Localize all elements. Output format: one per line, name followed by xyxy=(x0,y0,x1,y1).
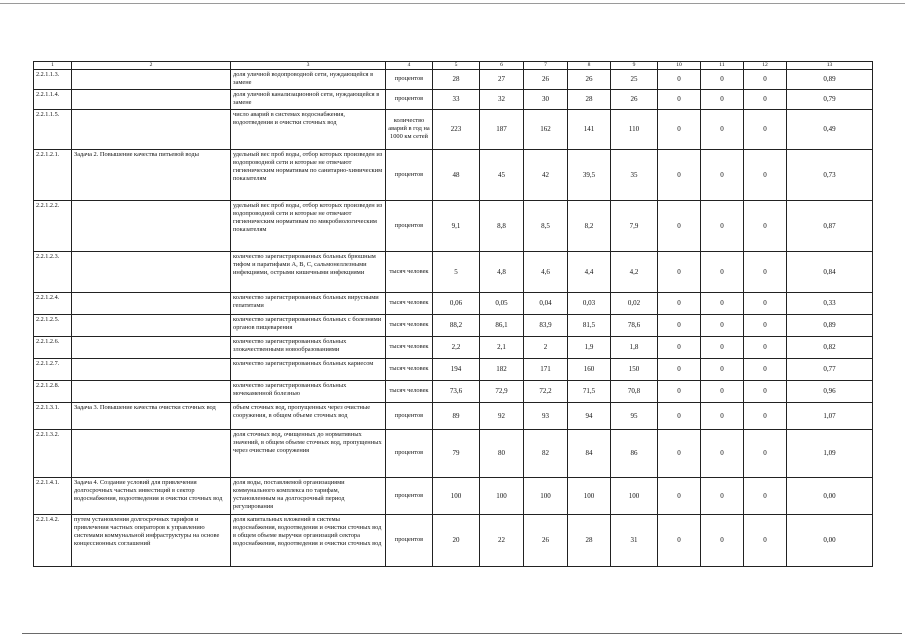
value-cell: 0 xyxy=(658,69,701,89)
value-cell: 30 xyxy=(524,89,568,109)
value-cell: 223 xyxy=(433,109,480,149)
indicator-name: количество зарегистрированных больных брюшным тифом и паратифами А, В, С, сальмонеллезными инфекциями, острыми кишечными инфекциями xyxy=(231,251,386,292)
value-cell: 89 xyxy=(433,402,480,429)
unit-cell: тысяч человек xyxy=(386,251,433,292)
unit-cell: тысяч человек xyxy=(386,336,433,358)
value-cell: 25 xyxy=(611,69,658,89)
value-cell: 39,5 xyxy=(568,149,611,200)
task-cell: Задача 4. Создание условий для привлечения долгосрочных частных инвестиций в сектор водоснабжения, водоотведения и очистки сточных вод xyxy=(72,477,231,514)
value-cell: 0 xyxy=(658,429,701,477)
value-cell: 4,6 xyxy=(524,251,568,292)
value-cell: 100 xyxy=(611,477,658,514)
value-cell: 27 xyxy=(480,69,524,89)
value-cell: 0 xyxy=(701,429,744,477)
value-cell: 0,00 xyxy=(787,477,873,514)
indicator-name: количество зарегистрированных больных вирусными гепатитами xyxy=(231,292,386,314)
table-row xyxy=(34,336,873,358)
value-cell: 0,49 xyxy=(787,109,873,149)
value-cell: 0 xyxy=(658,380,701,402)
value-cell: 1,09 xyxy=(787,429,873,477)
value-cell: 92 xyxy=(480,402,524,429)
value-cell: 0 xyxy=(701,477,744,514)
value-cell: 93 xyxy=(524,402,568,429)
task-cell xyxy=(72,69,231,89)
indicator-code: 2.2.1.2.7. xyxy=(34,358,72,380)
value-cell: 70,8 xyxy=(611,380,658,402)
value-cell: 0 xyxy=(744,514,787,566)
indicator-code: 2.2.1.3.1. xyxy=(34,402,72,429)
unit-cell: процентов xyxy=(386,200,433,251)
value-cell: 94 xyxy=(568,402,611,429)
value-cell: 0,33 xyxy=(787,292,873,314)
value-cell: 1,9 xyxy=(568,336,611,358)
scan-edge-bottom xyxy=(22,633,902,634)
task-cell xyxy=(72,358,231,380)
table-row xyxy=(34,380,873,402)
value-cell: 0,05 xyxy=(480,292,524,314)
indicator-code: 2.2.1.3.2. xyxy=(34,429,72,477)
value-cell: 28 xyxy=(568,514,611,566)
column-number-cell: 12 xyxy=(744,62,787,70)
value-cell: 0 xyxy=(701,109,744,149)
value-cell: 150 xyxy=(611,358,658,380)
value-cell: 160 xyxy=(568,358,611,380)
value-cell: 0 xyxy=(744,149,787,200)
value-cell: 0 xyxy=(744,292,787,314)
column-number-cell: 5 xyxy=(433,62,480,70)
indicator-code: 2.2.1.1.4. xyxy=(34,89,72,109)
indicator-code: 2.2.1.2.2. xyxy=(34,200,72,251)
value-cell: 0 xyxy=(744,109,787,149)
unit-cell: процентов xyxy=(386,429,433,477)
value-cell: 26 xyxy=(524,69,568,89)
value-cell: 95 xyxy=(611,402,658,429)
value-cell: 42 xyxy=(524,149,568,200)
value-cell: 88,2 xyxy=(433,314,480,336)
table-row xyxy=(34,251,873,292)
task-cell: путем установления долгосрочных тарифов и привлечения частных операторов к управлению системами коммунальной инфраструктуры на основе концессионных соглашений xyxy=(72,514,231,566)
column-number-cell: 13 xyxy=(787,62,873,70)
unit-cell: тысяч человек xyxy=(386,358,433,380)
task-cell xyxy=(72,200,231,251)
column-number-cell: 11 xyxy=(701,62,744,70)
table-row xyxy=(34,200,873,251)
value-cell: 28 xyxy=(433,69,480,89)
value-cell: 0 xyxy=(701,402,744,429)
unit-cell: процентов xyxy=(386,402,433,429)
value-cell: 162 xyxy=(524,109,568,149)
value-cell: 0,89 xyxy=(787,314,873,336)
indicators-table xyxy=(33,61,873,567)
value-cell: 0 xyxy=(744,314,787,336)
value-cell: 83,9 xyxy=(524,314,568,336)
indicator-code: 2.2.1.2.5. xyxy=(34,314,72,336)
value-cell: 8,8 xyxy=(480,200,524,251)
task-cell: Задача 3. Повышение качества очистки сточных вод xyxy=(72,402,231,429)
value-cell: 0,79 xyxy=(787,89,873,109)
value-cell: 7,9 xyxy=(611,200,658,251)
value-cell: 0 xyxy=(658,292,701,314)
indicator-name: количество зарегистрированных больных с болезнями органов пищеварения xyxy=(231,314,386,336)
value-cell: 8,5 xyxy=(524,200,568,251)
value-cell: 45 xyxy=(480,149,524,200)
column-number-cell: 4 xyxy=(386,62,433,70)
value-cell: 0,82 xyxy=(787,336,873,358)
value-cell: 110 xyxy=(611,109,658,149)
value-cell: 0 xyxy=(701,200,744,251)
column-number-header xyxy=(34,62,873,70)
value-cell: 4,8 xyxy=(480,251,524,292)
value-cell: 1,07 xyxy=(787,402,873,429)
indicator-code: 2.2.1.1.3. xyxy=(34,69,72,89)
value-cell: 0 xyxy=(701,380,744,402)
value-cell: 0 xyxy=(744,380,787,402)
task-cell xyxy=(72,429,231,477)
task-cell xyxy=(72,251,231,292)
value-cell: 80 xyxy=(480,429,524,477)
indicator-name: удельный вес проб воды, отбор которых произведен из водопроводной сети и которые не отвечают гигиеническим нормативам по микробиологическим показателям xyxy=(231,200,386,251)
value-cell: 26 xyxy=(524,514,568,566)
table-row xyxy=(34,69,873,89)
value-cell: 0 xyxy=(658,251,701,292)
unit-cell: процентов xyxy=(386,89,433,109)
column-number-cell: 3 xyxy=(231,62,386,70)
value-cell: 0,02 xyxy=(611,292,658,314)
indicator-code: 2.2.1.2.6. xyxy=(34,336,72,358)
task-cell xyxy=(72,380,231,402)
value-cell: 0 xyxy=(658,89,701,109)
value-cell: 31 xyxy=(611,514,658,566)
value-cell: 100 xyxy=(480,477,524,514)
value-cell: 79 xyxy=(433,429,480,477)
value-cell: 28 xyxy=(568,89,611,109)
unit-cell: тысяч человек xyxy=(386,292,433,314)
column-number-cell: 2 xyxy=(72,62,231,70)
value-cell: 0 xyxy=(744,251,787,292)
indicator-name: доля уличной канализационной сети, нуждающейся в замене xyxy=(231,89,386,109)
value-cell: 0 xyxy=(744,200,787,251)
task-cell xyxy=(72,89,231,109)
value-cell: 2,1 xyxy=(480,336,524,358)
column-number-cell: 9 xyxy=(611,62,658,70)
value-cell: 20 xyxy=(433,514,480,566)
indicator-name: доля уличной водопроводной сети, нуждающейся в замене xyxy=(231,69,386,89)
value-cell: 0,87 xyxy=(787,200,873,251)
table-row xyxy=(34,402,873,429)
value-cell: 35 xyxy=(611,149,658,200)
value-cell: 86,1 xyxy=(480,314,524,336)
value-cell: 0 xyxy=(701,69,744,89)
value-cell: 0 xyxy=(658,200,701,251)
column-number-cell: 10 xyxy=(658,62,701,70)
value-cell: 26 xyxy=(611,89,658,109)
column-number-cell: 7 xyxy=(524,62,568,70)
task-cell: Задача 2. Повышение качества питьевой воды xyxy=(72,149,231,200)
value-cell: 72,9 xyxy=(480,380,524,402)
value-cell: 81,5 xyxy=(568,314,611,336)
value-cell: 187 xyxy=(480,109,524,149)
value-cell: 0,73 xyxy=(787,149,873,200)
value-cell: 2 xyxy=(524,336,568,358)
task-cell xyxy=(72,292,231,314)
task-cell xyxy=(72,109,231,149)
table-row xyxy=(34,477,873,514)
value-cell: 26 xyxy=(568,69,611,89)
indicator-name: число аварий в системах водоснабжения, водоотведения и очистки сточных вод xyxy=(231,109,386,149)
value-cell: 0 xyxy=(744,358,787,380)
value-cell: 0 xyxy=(701,89,744,109)
value-cell: 194 xyxy=(433,358,480,380)
value-cell: 33 xyxy=(433,89,480,109)
value-cell: 0,06 xyxy=(433,292,480,314)
value-cell: 0 xyxy=(658,514,701,566)
value-cell: 0 xyxy=(701,336,744,358)
value-cell: 0 xyxy=(744,89,787,109)
unit-cell: количество аварий в год на 1000 км сетей xyxy=(386,109,433,149)
table-row xyxy=(34,429,873,477)
value-cell: 0,96 xyxy=(787,380,873,402)
indicator-name: удельный вес проб воды, отбор которых произведен из водопроводной сети и которые не отвечают гигиеническим нормативам по санитарно-химическим показателям xyxy=(231,149,386,200)
table-row xyxy=(34,89,873,109)
value-cell: 48 xyxy=(433,149,480,200)
value-cell: 0 xyxy=(658,149,701,200)
unit-cell: тысяч человек xyxy=(386,314,433,336)
table-row xyxy=(34,109,873,149)
value-cell: 0 xyxy=(744,429,787,477)
value-cell: 72,2 xyxy=(524,380,568,402)
value-cell: 0,00 xyxy=(787,514,873,566)
value-cell: 0,84 xyxy=(787,251,873,292)
indicator-code: 2.2.1.2.1. xyxy=(34,149,72,200)
value-cell: 0 xyxy=(701,251,744,292)
value-cell: 141 xyxy=(568,109,611,149)
value-cell: 78,6 xyxy=(611,314,658,336)
scan-edge-top xyxy=(0,3,905,4)
column-number-cell: 1 xyxy=(34,62,72,70)
value-cell: 82 xyxy=(524,429,568,477)
value-cell: 0 xyxy=(701,292,744,314)
value-cell: 0,89 xyxy=(787,69,873,89)
table-row xyxy=(34,514,873,566)
task-cell xyxy=(72,314,231,336)
unit-cell: тысяч человек xyxy=(386,380,433,402)
value-cell: 171 xyxy=(524,358,568,380)
unit-cell: процентов xyxy=(386,477,433,514)
table-row xyxy=(34,358,873,380)
value-cell: 2,2 xyxy=(433,336,480,358)
value-cell: 182 xyxy=(480,358,524,380)
indicator-name: доля сточных вод, очищенных до нормативных значений, в общем объеме сточных вод, пропущенных через очистные сооружения xyxy=(231,429,386,477)
value-cell: 100 xyxy=(524,477,568,514)
value-cell: 0,04 xyxy=(524,292,568,314)
table-row xyxy=(34,314,873,336)
unit-cell: процентов xyxy=(386,149,433,200)
value-cell: 32 xyxy=(480,89,524,109)
value-cell: 0 xyxy=(701,314,744,336)
table-row xyxy=(34,149,873,200)
value-cell: 0 xyxy=(658,109,701,149)
value-cell: 5 xyxy=(433,251,480,292)
value-cell: 0,77 xyxy=(787,358,873,380)
value-cell: 0 xyxy=(744,477,787,514)
value-cell: 4,2 xyxy=(611,251,658,292)
value-cell: 73,6 xyxy=(433,380,480,402)
value-cell: 0 xyxy=(744,336,787,358)
value-cell: 0 xyxy=(701,514,744,566)
value-cell: 8,2 xyxy=(568,200,611,251)
value-cell: 100 xyxy=(433,477,480,514)
indicator-code: 2.2.1.2.8. xyxy=(34,380,72,402)
value-cell: 84 xyxy=(568,429,611,477)
value-cell: 0 xyxy=(658,314,701,336)
value-cell: 22 xyxy=(480,514,524,566)
indicator-code: 2.2.1.2.4. xyxy=(34,292,72,314)
unit-cell: процентов xyxy=(386,514,433,566)
value-cell: 0 xyxy=(744,69,787,89)
column-number-cell: 6 xyxy=(480,62,524,70)
value-cell: 86 xyxy=(611,429,658,477)
column-number-cell: 8 xyxy=(568,62,611,70)
indicator-name: доля капитальных вложений в системы водоснабжения, водоотведения и очистки сточных вод в общем объеме выручки организаций сектора водоснабжения, водоотведения и очистки сточных вод xyxy=(231,514,386,566)
indicator-code: 2.2.1.2.3. xyxy=(34,251,72,292)
indicator-code: 2.2.1.4.2. xyxy=(34,514,72,566)
indicator-name: доля воды, поставляемой организациями коммунального комплекса по тарифам, установленным на долгосрочный период регулирования xyxy=(231,477,386,514)
value-cell: 1,8 xyxy=(611,336,658,358)
value-cell: 100 xyxy=(568,477,611,514)
indicator-code: 2.2.1.1.5. xyxy=(34,109,72,149)
task-cell xyxy=(72,336,231,358)
value-cell: 0 xyxy=(701,149,744,200)
indicator-name: количество зарегистрированных больных мочекаменной болезнью xyxy=(231,380,386,402)
unit-cell: процентов xyxy=(386,69,433,89)
value-cell: 0 xyxy=(658,358,701,380)
value-cell: 0,03 xyxy=(568,292,611,314)
indicator-name: количество зарегистрированных больных кариесом xyxy=(231,358,386,380)
value-cell: 9,1 xyxy=(433,200,480,251)
value-cell: 0 xyxy=(701,358,744,380)
value-cell: 0 xyxy=(658,402,701,429)
indicator-name: количество зарегистрированных больных злокачественными новообразованиями xyxy=(231,336,386,358)
value-cell: 0 xyxy=(658,336,701,358)
indicator-code: 2.2.1.4.1. xyxy=(34,477,72,514)
value-cell: 4,4 xyxy=(568,251,611,292)
value-cell: 71,5 xyxy=(568,380,611,402)
value-cell: 0 xyxy=(744,402,787,429)
table-row xyxy=(34,292,873,314)
indicator-name: объем сточных вод, пропущенных через очистные сооружения, в общем объеме сточных вод xyxy=(231,402,386,429)
value-cell: 0 xyxy=(658,477,701,514)
